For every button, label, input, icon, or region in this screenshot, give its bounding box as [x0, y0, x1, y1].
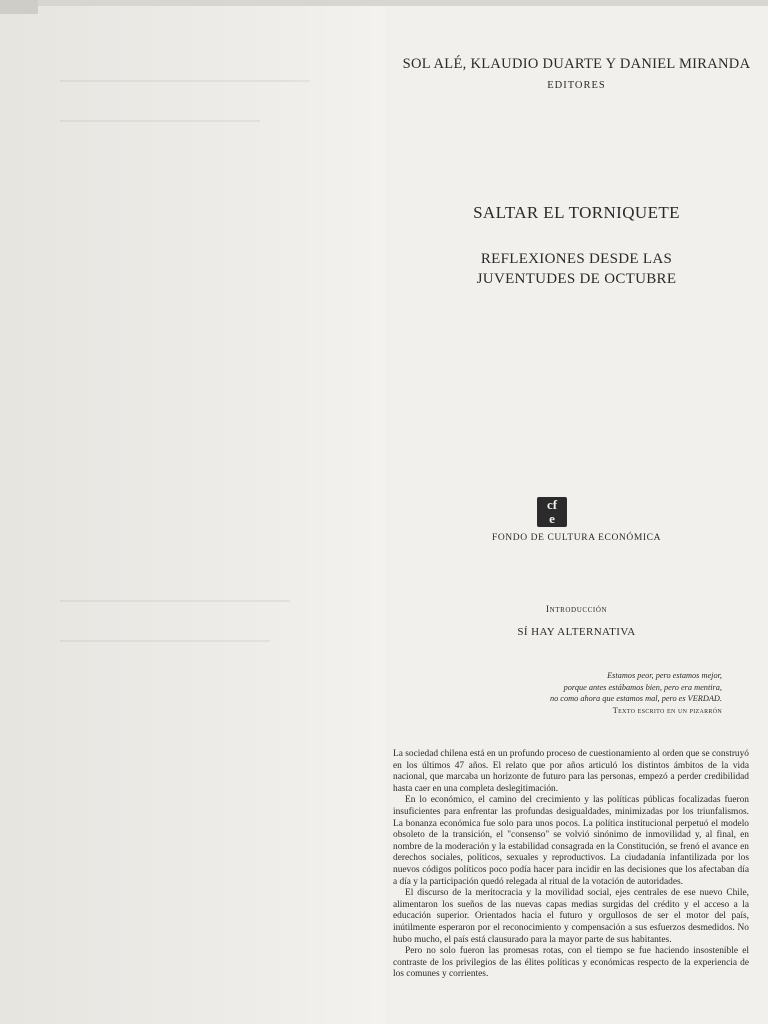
- paragraph: Pero no solo fueron las promesas rotas, con el tiempo se fue haciendo insostenible el contraste de los privilegios de las élites políticas y económicas respecto de la experiencia de los comunes y corrientes.: [393, 946, 749, 980]
- book-authors: SOL ALÉ, KLAUDIO DUARTE Y DANIEL MIRANDA: [402, 56, 751, 72]
- subtitle-line: JUVENTUDES DE OCTUBRE: [476, 271, 677, 287]
- bleed-through-line: [60, 600, 290, 602]
- subtitle-line: REFLEXIONES DESDE LAS: [480, 251, 673, 267]
- bleed-through-line: [60, 120, 260, 122]
- epigraph-line: no como ahora que estamos mal, pero es VERDAD.: [549, 694, 722, 703]
- epigraph-line: porque antes estábamos bien, pero era mentira,: [563, 682, 722, 692]
- bleed-through-line: [60, 640, 270, 642]
- chapter-title: SÍ HAY ALTERNATIVA: [517, 626, 636, 638]
- logo-bottom-text: e: [549, 511, 555, 526]
- epigraph-source: Texto escrito en un pizarrón: [612, 705, 722, 715]
- body-text: [393, 749, 749, 981]
- scan-corner-mark: [0, 0, 38, 14]
- book-title: SALTAR EL TORNIQUETE: [473, 203, 680, 222]
- publisher-name: FONDO DE CULTURA ECONÓMICA: [491, 533, 662, 543]
- logo-top-text: cf: [546, 497, 558, 512]
- scanned-page: [385, 0, 768, 1024]
- publisher-logo-icon: [537, 497, 567, 527]
- chapter-label: Introducción: [545, 605, 608, 615]
- epigraph: [422, 670, 722, 716]
- paragraph: En lo económico, el camino del crecimiento y las políticas públicas focalizadas fueron insuficientes para enfrentar las profundas desigualdades, minimizadas por los triunfalismos. La bonanza económica fue solo para unos pocos. La política institucional perpetuó el modelo obsoleto de la transición, el "consenso" se volvió sinónimo de inmovilidad y, al final, en nombre de la moderación y la estabilidad consagrada en la Constitución, se frenó el avance en derechos sociales, políticos, sexuales y reproductivos. La ciudadanía infantilizada por los nuevos códigos políticos poco podía hacer para incidir en las decisiones que los afectaban día a día y la participación quedó relegada al ritual de la votación de autoridades.: [393, 795, 749, 887]
- bleed-through-line: [60, 80, 310, 82]
- paragraph: El discurso de la meritocracia y la movilidad social, ejes centrales de ese nuevo Chile, alimentaron los sueños de las nuevas capas medias surgidas del crédito y el acceso a la educación superior. Orientados hacia el futuro y orgullosos de ser el motor del país, inútilmente esperaron por el reconocimiento y compensación a sus esfuerzos desmedidos. No hubo mucho, el país está clausurado para la mayor parte de sus habitantes.: [393, 888, 749, 945]
- epigraph-line: Estamos peor, pero estamos mejor,: [607, 671, 722, 680]
- editors-label: EDITORES: [547, 80, 606, 91]
- book-subtitle: [385, 249, 768, 289]
- paragraph: La sociedad chilena está en un profundo proceso de cuestionamiento al orden que se construyó en los últimos 47 años. El relato que por años articuló los distintos ámbitos de la vida nacional, que marcaba un horizonte de futuro para las personas, empezó a perder credibilidad hasta caer en una completa deslegitimación.: [393, 749, 749, 794]
